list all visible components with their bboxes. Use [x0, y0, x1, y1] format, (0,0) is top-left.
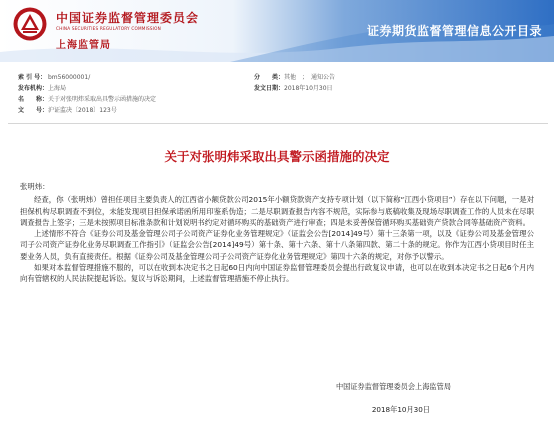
document-body: [20, 181, 534, 285]
date-value: 2018年10月30日: [284, 85, 333, 92]
org-name-cn: 中国证券监督管理委员会: [56, 11, 200, 25]
signature-org: 中国证券监督管理委员会上海监管局: [335, 382, 451, 391]
category-label: 分 类：: [254, 74, 285, 81]
docno-label: 文 号：: [18, 107, 49, 114]
index-value: bm56000001/: [48, 74, 91, 81]
issuer-label: 发布机构：: [18, 85, 49, 92]
meta-row-docno: [8, 105, 548, 116]
bureau-name: 上海监管局: [56, 40, 111, 51]
signature-date: 2018年10月30日: [371, 405, 430, 414]
org-name-en: CHINA SECURITIES REGULATORY COMMISSION: [56, 26, 161, 31]
catalog-title: 证券期货监督管理信息公开目录: [366, 24, 542, 38]
csrc-emblem-icon: [12, 6, 48, 42]
paragraph-appeal: 如果对本监督管理措施不服的，可以在收到本决定书之日起60日内向中国证券监督管理委员会提出行政复议申请，也可以在收到本决定书之日起6个月内向有管辖权的人民法院提起诉讼。复议与诉讼期间，上述监督管理措施不停止执行。: [20, 263, 534, 284]
docno-value: 沪证监决〔2018〕123号: [48, 107, 117, 114]
name-label: 名 称：: [18, 96, 49, 103]
meta-row-issuer: [8, 83, 548, 94]
paragraph-findings: 经查，你（张明炜）曾担任项目主要负责人的江西省小额贷款公司2015年小额贷款资产支持专项计划（以下简称“江西小贷项目”）存在以下问题，一是对担保机构尽职调查不到位，未能发现项目担保承诺函所用印鉴系伪造；二是尽职调查报告内容不规范，实际参与底稿收集及现场尽职调查工作的人员未在尽职调查报告上签字；三是未按照项目标准条款和计划说明书约定对循环购买的基础资产进行审查；四是未妥善保管循环购买基础资产贷款合同等基础资产资料。: [20, 195, 534, 227]
header-banner: [0, 0, 554, 62]
category-value: 其他 ； 通知公告: [284, 74, 336, 81]
meta-row-index: [8, 72, 548, 83]
issuer-value: 上海局: [48, 85, 67, 92]
meta-row-name: [8, 94, 548, 105]
paragraph-violation: 上述情形不符合《证券公司及基金管理公司子公司资产证券化业务管理规定》（证监会公告[2014]49号）第十三条第一项，以及《证券公司及基金管理公司子公司资产证券化业务尽职调查工作指引》（证监会公告[2014]49号）第十条、第十六条、第十八条第四款、第二十条的规定。你作为江西小贷项目时任主要业务人员，负有直接责任。根据《证券公司及基金管理公司子公司资产证券化业务管理规定》第四十六条的规定，对你予以警示。: [20, 229, 534, 261]
addressee: 张明炜：: [20, 182, 50, 191]
document-meta-table: [8, 72, 548, 116]
index-label: 索 引 号：: [18, 74, 47, 81]
meta-divider: [8, 123, 548, 124]
document-title: 关于对张明炜采取出具警示函措施的决定: [164, 149, 390, 164]
name-value: 关于对张明炜采取出具警示函措施的决定: [48, 96, 157, 103]
date-label: 发文日期：: [254, 85, 285, 92]
